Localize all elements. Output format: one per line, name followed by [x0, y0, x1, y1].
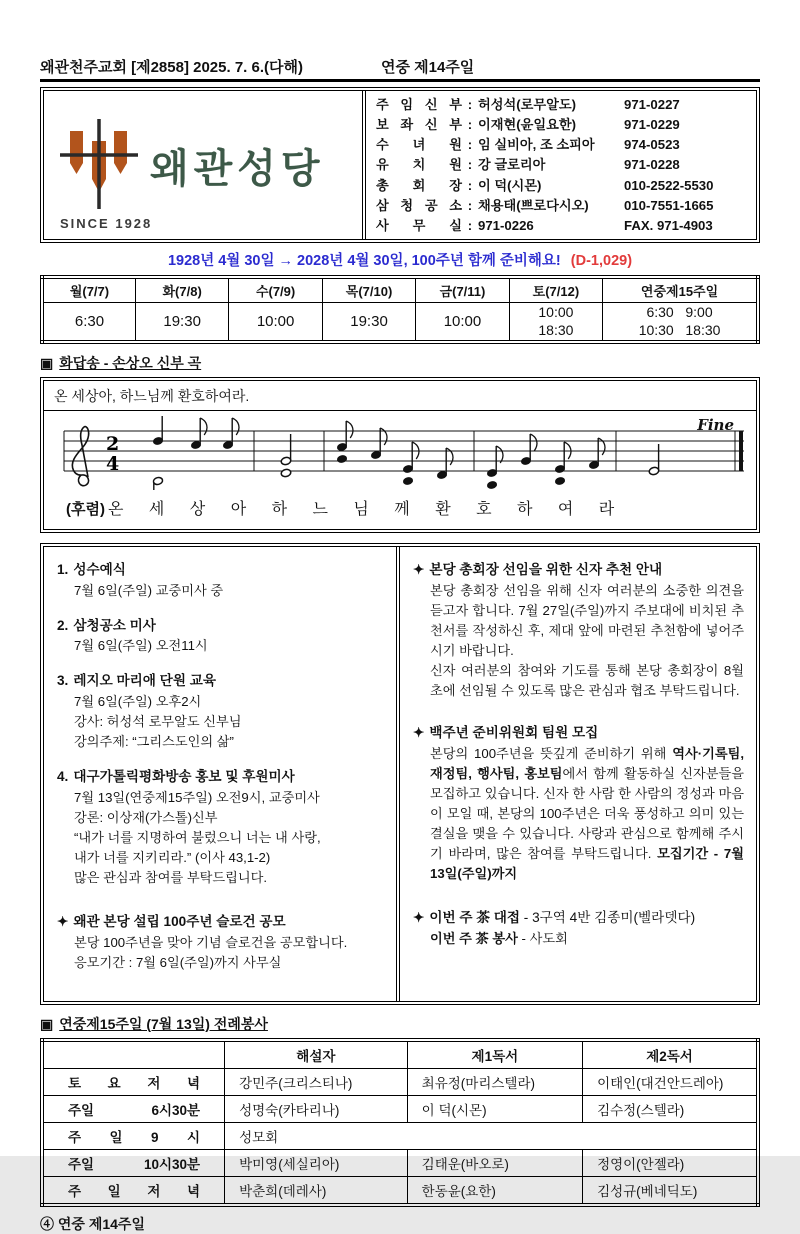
- announcements-box: [40, 543, 760, 1005]
- contact-phone: 971-0227: [624, 97, 680, 112]
- ministry-table: [40, 1038, 760, 1207]
- item-paragraph: 본당 총회장 선임을 위해 신자 여러분의 소중한 의견을 듣고자 합니다. 7월 27일(주일)까지 주보대에 비치된 추천서를 작성하신 후, 제대 앞에 마련된 추천함에 넣어주시기 바랍니다.: [430, 582, 744, 658]
- ministry-header: 해설자: [225, 1040, 408, 1069]
- section-marker-icon: ▣: [40, 1016, 54, 1032]
- item-title: 본당 총회장 선임을 위한 신자 추천 안내: [429, 562, 663, 577]
- item-paragraph: [413, 744, 744, 884]
- table-row: [42, 1069, 758, 1096]
- psalm-section-header: [40, 353, 760, 373]
- item-line: 7월 6일(주일) 오전11시: [74, 638, 208, 654]
- parish-logo-icon: [58, 117, 140, 213]
- tea-service-value: - 3구역 4반 김종미(벨라뎃다): [519, 910, 696, 926]
- contact-value: 임 실비아, 조 소피아: [478, 137, 595, 153]
- contact-row: [376, 98, 748, 111]
- commentator: 박춘희(데레사): [225, 1177, 408, 1206]
- ministry-header: 제2독서: [583, 1040, 758, 1069]
- schedule-times-row: [42, 303, 758, 343]
- tea-service-label: 이번 주 茶 대접: [429, 910, 520, 926]
- contact-label: 보 좌 신 부: [376, 117, 462, 133]
- commentator: 박미영(세실리아): [225, 1150, 408, 1177]
- contact-colon: :: [467, 117, 473, 133]
- parish-info-box: [40, 87, 760, 243]
- masthead-left: 왜관천주교회 [제2858] 2025. 7. 6.(다해): [40, 59, 303, 76]
- star-bullet-icon: ✦: [413, 910, 425, 926]
- psalm-music-box: [40, 377, 760, 533]
- ministry-header: 제1독서: [407, 1040, 582, 1069]
- mass-time-line: 10:00: [538, 304, 574, 320]
- contact-colon: :: [467, 197, 473, 213]
- music-staff: [54, 419, 750, 491]
- contact-label: 사 무 실: [376, 217, 462, 233]
- item-line: 본당 100주년을 맞아 기념 슬로건을 공모합니다.: [74, 934, 348, 950]
- item-line: 많은 관심과 참여를 부탁드립니다.: [74, 870, 268, 886]
- contact-phone: 971-0228: [624, 157, 680, 173]
- contact-row: [376, 199, 748, 212]
- commentator: 강민주(크리스티나): [225, 1069, 408, 1096]
- ministry-header: [42, 1040, 225, 1069]
- item-line: 응모기간 : 7월 6일(주일)까지 사무실: [74, 954, 282, 970]
- item-title: 백주년 준비위원회 팀원 모집: [429, 725, 599, 741]
- contact-colon: :: [467, 177, 473, 193]
- schedule-day: 금(7/11): [416, 277, 509, 303]
- final-barline: [739, 431, 743, 471]
- tea-duty-value: - 사도회: [517, 930, 568, 946]
- contact-colon: :: [467, 137, 473, 153]
- schedule-day: 토(7/12): [509, 277, 602, 303]
- announcement-item: [413, 560, 744, 701]
- item-title: 레지오 마리애 단원 교육: [73, 673, 216, 689]
- mass-time: 6:30: [42, 303, 135, 343]
- tea-duty-label: 이번 주 茶 봉사: [430, 930, 518, 946]
- contact-value: 허성석(로무알도): [478, 97, 576, 112]
- contact-row: [376, 219, 748, 232]
- contact-colon: :: [467, 217, 473, 233]
- contact-row: [376, 138, 748, 151]
- contact-colon: :: [467, 157, 473, 173]
- item-line: “내가 너를 지명하여 불렀으니 너는 내 사랑,: [74, 830, 321, 846]
- contact-list: [366, 91, 756, 239]
- schedule-day: 화(7/8): [135, 277, 228, 303]
- mass-slot: 주 일 9 시: [42, 1123, 225, 1150]
- paragraph-segment: 에서 함께 활동하실 신자분들을 모집하고 있습니다. 신자 한 사람 한 사람의 정성과 마음이 모일 때, 본당의 100주년은 더욱 풍성하고 의미 있는 결실을 맺을 수 있습니다. 사랑과 관심으로 함께해 주시기 바라며, 많은 참여를 부탁드립니다.: [430, 765, 744, 861]
- contact-value: 이 덕(시몬): [478, 177, 542, 193]
- table-row: [42, 1096, 758, 1123]
- table-row: [42, 1123, 758, 1150]
- first-reader: 김태운(바오로): [407, 1150, 582, 1177]
- mass-schedule-table: [40, 275, 760, 344]
- mass-time: 10:00: [229, 303, 322, 343]
- contact-label: 주 임 신 부: [376, 97, 462, 112]
- mass-slot: 주 일 저 녁: [42, 1177, 225, 1206]
- item-line: 내가 너를 지키리라.” (이사 43,1-2): [74, 850, 271, 866]
- announcement-item: [57, 671, 384, 752]
- second-reader: 이태인(대건안드레아): [583, 1069, 758, 1096]
- contact-phone: FAX. 971-4903: [624, 217, 713, 233]
- centennial-text: 1928년 4월 30일 → 2028년 4월 30일, 100주년 함께 준비해요!: [167, 253, 561, 269]
- contact-phone: 974-0523: [624, 137, 680, 153]
- commentator: 성명숙(카타리나): [225, 1096, 408, 1123]
- announcements-right-column: [400, 547, 756, 1001]
- contact-label: 삼 청 공 소: [376, 197, 462, 213]
- psalm-verse: 온 세상아, 하느님께 환호하여라.: [44, 381, 756, 411]
- contact-phone: 010-2522-5530: [624, 177, 714, 193]
- ministry-header-row: [42, 1040, 758, 1069]
- centennial-dday: (D-1,029): [570, 253, 633, 269]
- table-row: [42, 1150, 758, 1177]
- music-notes: [153, 416, 660, 490]
- music-staff-area: [44, 411, 756, 529]
- announcement-item: [57, 616, 384, 657]
- psalm-section-title: 화답송 - 손상오 신부 곡: [59, 355, 202, 371]
- item-line: 7월 6일(주일) 오후2시: [74, 694, 202, 710]
- star-bullet-icon: ✦: [413, 725, 425, 741]
- item-number: 3.: [57, 673, 69, 689]
- parish-name: 왜관성당: [150, 145, 325, 191]
- contact-phone: 971-0229: [624, 117, 680, 133]
- star-bullet-icon: ✦: [57, 914, 69, 930]
- parish-logo-pane: [44, 91, 366, 239]
- refrain-lyrics: 온 세 상 아 하 느 님 께 환 호 하 여 라: [107, 501, 615, 518]
- item-line: 강론: 이상재(가스톨)신부: [74, 810, 218, 825]
- fine-marking: Fine: [697, 416, 734, 434]
- announcement-item: [57, 560, 384, 601]
- contact-value: 이재현(윤일요한): [478, 117, 576, 133]
- item-line: 7월 13일(연중제15주일) 오전9시, 교중미사: [74, 789, 320, 805]
- announcement-item: [413, 908, 744, 949]
- paragraph-segment-bold: 역사·기록팀, 재정팀, 행사팀, 홍보팀: [430, 745, 744, 781]
- time-signature-top: 2: [106, 433, 120, 455]
- mass-time-line: 10:30 18:30: [638, 321, 721, 338]
- mass-time-line: 6:30 9:00: [646, 304, 713, 320]
- treble-clef-icon: [72, 427, 88, 486]
- mass-time: 19:30: [135, 303, 228, 343]
- mass-time: [509, 303, 602, 343]
- announcement-item: [413, 723, 744, 884]
- schedule-day: 연중제15주일: [603, 277, 758, 303]
- contact-value: 강 글로리아: [478, 157, 546, 173]
- masthead: [40, 56, 760, 82]
- item-title: 성수예식: [73, 562, 126, 577]
- schedule-day: 수(7/9): [229, 277, 322, 303]
- contact-label: 유 치 원: [376, 157, 462, 173]
- contact-row: [376, 118, 748, 131]
- mass-slot: 주일 6시30분: [42, 1096, 225, 1123]
- centennial-banner: [40, 249, 760, 270]
- mass-slot: 토 요 저 녁: [42, 1069, 225, 1096]
- item-paragraph: 신자 여러분의 참여와 기도를 통해 본당 총회장이 8월 초에 선임될 수 있도록 많은 관심과 협조 부탁드립니다.: [430, 662, 744, 698]
- table-row: [42, 1177, 758, 1206]
- mass-time: 10:00: [416, 303, 509, 343]
- second-reader: 김성규(베네딕도): [583, 1177, 758, 1206]
- paragraph-segment-bold: 모집기간 - 7월 13일(주일)까지: [430, 846, 745, 882]
- first-reader: 이 덕(시몬): [407, 1096, 582, 1123]
- ministry-section-title: 연중제15주일 (7월 13일) 전례봉사: [59, 1016, 268, 1032]
- contact-colon: :: [467, 97, 473, 112]
- announcement-item: [57, 912, 384, 973]
- item-line: 강사: 허성석 로무알도 신부님: [74, 714, 242, 730]
- announcements-left-column: [44, 547, 400, 1001]
- commentator: 성모회: [225, 1123, 758, 1150]
- schedule-day: 목(7/10): [322, 277, 415, 303]
- item-number: 2.: [57, 617, 69, 633]
- section-marker-icon: ▣: [40, 355, 54, 371]
- item-number: 1.: [57, 562, 69, 577]
- refrain-lyrics-row: [54, 496, 746, 527]
- contact-value: 채용태(쁘로다시오): [478, 197, 589, 213]
- contact-row: [376, 179, 748, 192]
- contact-label: 수 녀 원: [376, 137, 462, 153]
- parish-since-label: SINCE 1928: [60, 216, 153, 231]
- masthead-right: 연중 제14주일: [381, 59, 475, 76]
- second-reader: 김수정(스텔라): [583, 1096, 758, 1123]
- paragraph-segment: 본당의 100주년을 뜻깊게 준비하기 위해: [430, 745, 673, 761]
- ministry-section-header: [40, 1014, 760, 1034]
- refrain-label: (후렴): [66, 501, 105, 518]
- item-line: 강의주제: “그리스도인의 삶”: [74, 734, 234, 750]
- star-bullet-icon: ✦: [413, 562, 425, 577]
- item-title: 삼청공소 미사: [73, 617, 156, 633]
- second-reader: 정영이(안젤라): [583, 1150, 758, 1177]
- announcement-item: [57, 767, 384, 888]
- page-footer: ④ 연중 제14주일: [40, 1216, 145, 1232]
- item-line: 7월 6일(주일) 교중미사 중: [74, 582, 224, 598]
- schedule-header-row: [42, 277, 758, 303]
- contact-row: [376, 158, 748, 171]
- item-number: 4.: [57, 769, 69, 785]
- mass-time: [603, 303, 758, 343]
- contact-value: 971-0226: [478, 217, 534, 233]
- contact-phone: 010-7551-1665: [624, 197, 714, 213]
- mass-time-line: 18:30: [538, 321, 574, 338]
- first-reader: 한동윤(요한): [407, 1177, 582, 1206]
- time-signature-bottom: 4: [106, 453, 120, 475]
- item-title: 대구가톨릭평화방송 홍보 및 후원미사: [73, 769, 295, 785]
- first-reader: 최유정(마리스텔라): [407, 1069, 582, 1096]
- schedule-day: 월(7/7): [42, 277, 135, 303]
- contact-label: 총 회 장: [376, 177, 462, 193]
- mass-slot: 주일 10시30분: [42, 1150, 225, 1177]
- mass-time: 19:30: [322, 303, 415, 343]
- item-title: 왜관 본당 설립 100주년 슬로건 공모: [73, 914, 286, 930]
